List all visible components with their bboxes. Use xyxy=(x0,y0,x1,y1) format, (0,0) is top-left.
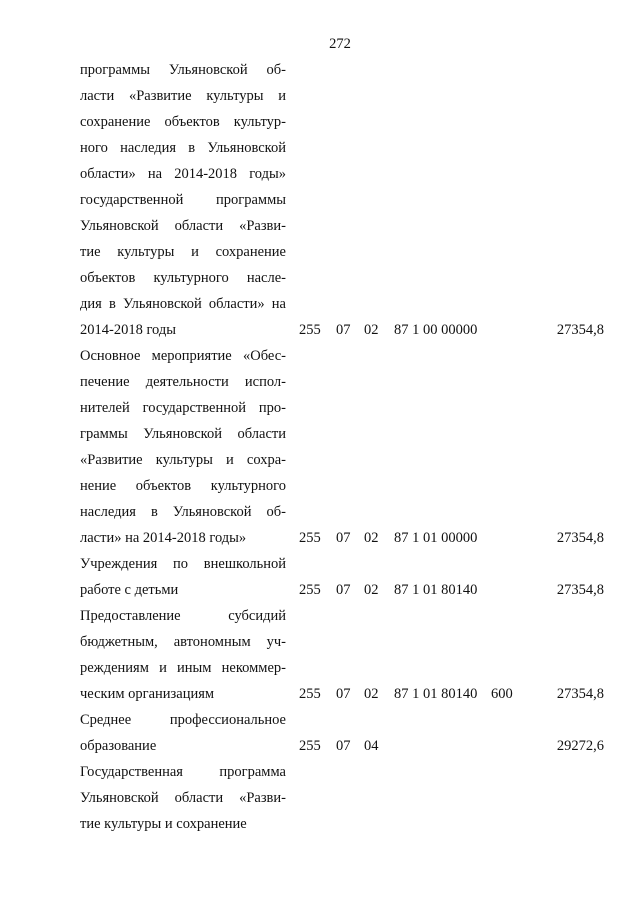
row-description xyxy=(80,707,286,759)
description-line: сохранение объектов культур- xyxy=(80,114,286,130)
description-line: Основное мероприятие «Обес- xyxy=(80,348,286,364)
razdel-cell: 07 xyxy=(336,582,351,598)
sum-cell: 27354,8 xyxy=(556,686,604,702)
table-row xyxy=(0,759,640,837)
podrazdel-cell: 02 xyxy=(364,530,379,546)
description-line: области» на 2014-2018 годы» xyxy=(80,166,286,182)
grbs-cell: 255 xyxy=(299,530,321,546)
sum-cell: 27354,8 xyxy=(556,582,604,598)
description-line: ласти «Развитие культуры и xyxy=(80,88,286,104)
description-line: Ульяновской области «Разви- xyxy=(80,218,286,234)
razdel-cell: 07 xyxy=(336,322,351,338)
page-number: 272 xyxy=(329,36,351,52)
target-article-cell: 87 1 00 00000 xyxy=(394,322,478,338)
description-line: тие культуры и сохранение xyxy=(80,816,247,832)
target-article-cell: 87 1 01 80140 xyxy=(394,582,478,598)
grbs-cell: 255 xyxy=(299,322,321,338)
description-line: «Развитие культуры и сохра- xyxy=(80,452,286,468)
description-line: государственной программы xyxy=(80,192,286,208)
row-description xyxy=(80,57,286,343)
description-line: нителей государственной про- xyxy=(80,400,286,416)
podrazdel-cell: 02 xyxy=(364,322,379,338)
description-line: дия в Ульяновской области» на xyxy=(80,296,286,312)
description-line: Государственная программа xyxy=(80,764,286,780)
podrazdel-cell: 04 xyxy=(364,738,379,754)
description-line: ческим организациям xyxy=(80,686,215,702)
target-article-cell: 87 1 01 00000 xyxy=(394,530,478,546)
expense-type-cell: 600 xyxy=(491,686,513,702)
sum-cell xyxy=(540,811,604,837)
podrazdel-cell: 02 xyxy=(364,582,379,598)
description-line: печение деятельности испол- xyxy=(80,374,286,390)
razdel-cell: 07 xyxy=(336,686,351,702)
description-line: наследия в Ульяновской об- xyxy=(80,504,286,520)
description-line: Ульяновской области «Разви- xyxy=(80,790,286,806)
description-line: 2014-2018 годы xyxy=(80,322,176,338)
description-line: реждениям и иным некоммер- xyxy=(80,660,286,676)
description-line: граммы Ульяновской области xyxy=(80,426,286,442)
target-article-cell: 87 1 01 80140 xyxy=(394,686,478,702)
description-line: Среднее профессиональное xyxy=(80,712,286,728)
razdel-cell: 07 xyxy=(336,530,351,546)
description-line: программы Ульяновской об- xyxy=(80,62,286,78)
grbs-cell: 255 xyxy=(299,738,321,754)
description-line: работе с детьми xyxy=(80,582,179,598)
sum-cell: 29272,6 xyxy=(556,738,604,754)
description-line: ного наследия в Ульяновской xyxy=(80,140,286,156)
sum-cell: 27354,8 xyxy=(556,322,604,338)
table-row xyxy=(0,57,640,343)
row-description xyxy=(80,551,286,603)
description-line: образование xyxy=(80,738,157,754)
description-line: тие культуры и сохранение xyxy=(80,244,286,260)
description-line: объектов культурного насле- xyxy=(80,270,286,286)
description-line: Учреждения по внешкольной xyxy=(80,556,286,572)
podrazdel-cell: 02 xyxy=(364,686,379,702)
row-description xyxy=(80,759,286,837)
razdel-cell: 07 xyxy=(336,738,351,754)
table-row xyxy=(0,551,640,603)
grbs-cell: 255 xyxy=(299,686,321,702)
description-line: нение объектов культурного xyxy=(80,478,286,494)
table-row xyxy=(0,603,640,707)
table-row xyxy=(0,343,640,551)
sum-cell: 27354,8 xyxy=(556,530,604,546)
table-row xyxy=(0,707,640,759)
description-line: бюджетным, автономным уч- xyxy=(80,634,286,650)
description-line: Предоставление субсидий xyxy=(80,608,286,624)
description-line: ласти» на 2014-2018 годы» xyxy=(80,530,247,546)
row-description xyxy=(80,603,286,707)
grbs-cell: 255 xyxy=(299,582,321,598)
row-description xyxy=(80,343,286,551)
